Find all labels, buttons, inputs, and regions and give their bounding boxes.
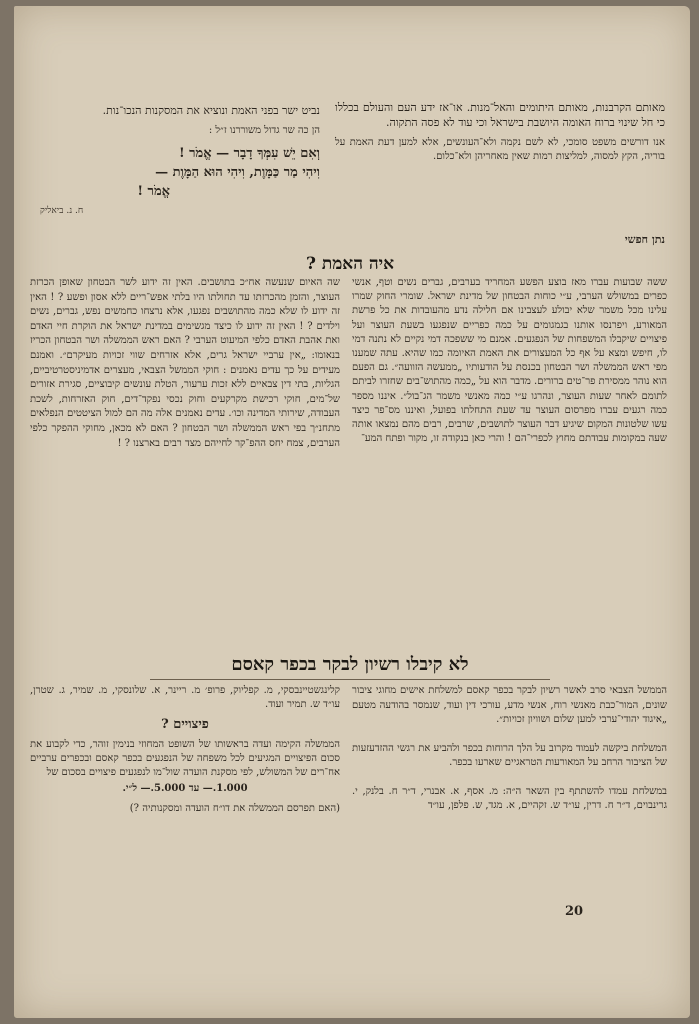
poem-line: אֱמֹר ! [137,183,170,199]
article1-left-column: שה האיום שנעשה אח״כ בתושבים. האין זה ידוע לשר הבטחון שאופן הכרזת העוצר, והזמן מהכרזתו עד תחולתו היו בלתי אפש־ריים ללא אסון ופשע ? ! האין זה ידוע לו שלא כמה מהתושבים נפגעו, אלא נרצחו כחמשים נפש, גברים, נשים וילדים ? ! האין זה ידוע לו כיצד מגשימים במדינת ישראל את הוקרת חיי האדם ואת אהבת האדם כלפי המיעוט הערבי ? האם ראש הממשלה ושר הבטחון הכריז בנאומו: „אין ערביי ישראל גרים, אלא אזרחים שווי זכויות מעיקרם״. ואמנם מעידים על כך עדים נאמנים : חוקי הממשל הצבאי, מעצרים אדמיניסטרטיביים, הגליות, בתי דין צבאיים ללא זכות ערעור, הטלת עונשים קיבוציים, סגירת אזורים של־מים, חוקי רכישת מקרקעים וחוק נכסי נפקד־דים, חוק האזרחות, לשכת העבודה, שירותי המדינה וכו׳. עדים נאמנים אלה מה הם למול הציטטים הנפלאים מתחנ״ך בפי ראש הממשלה ושר הבטחון ? האם לא מכאן, מחוקי ההפקר כלפי הערבים, צמח יחס ההפ־קר לחייהם מצד רבים בארצנו ? ! [30,277,340,449]
poem-credit: ח. נ. ביאליק [40,206,84,216]
article2-left-column [30,684,340,823]
article1-right-column: ששה שבועות עברו מאז בוצע הפשע המחריד בערבים, גברים נשים וטף, אנשי כפרים במשולש הערבי, ע״י כוחות הבטחון של מדינת ישראל. שומרי החוק שמרו עלינו מכל משמר שלא יבולע לעצבינו אם חלילה נדע מהעובדות את כל פרשת המאורע, ויפרנסו אותנו בגמגומים על כמה כפריים שנפגעו בשעת העוצר ועל פיצויים שיקבלו המשפחות של הנפגעים. אמנם מי ששפכה דמי נקיים לא נתנה דמי לו, חיפש ומצא על אף כל המעצורים את האמת האיומה כמו שהיא. עתה שמענו מפי ראש הממשלה ושר הבטחון בכנסת על הודעותיו „ממעשה הזוועה״. גם הפעם הוא נוהר ממסירת פר־טים ברורים. מדבר הוא על „כמה מהתוש־בים שחזרו לביתם לתומם לאחר שעות העוצר, ונהרגו ע״י כמה מאנשי משמר הג־בול״. איננו מספר כמה רגעים עברו מפרסום העוצר עד שעת התחלתו בפועל, ואיננו מס־פר כיצד עשו שלטונות המקום שיגיע דבר העוצר לתושבים, שרבים, רבים מהם נמצאו אותה שעה במקומות עבודתם מחוץ לכפרי־הם ! והרי כאן בנקודה זו, מקור ופתח המע־ [352,277,667,445]
compensation-paragraph: הממשלה הקימה ועדה בראשותו של השופט המחוזי בנימין זוהר, כדי לקבוע את סכום הפיצויים המגיעים לכל משפחה של הנפגעים בכפר קאסם ובכפרים ערביים אח־רים של המשולש, לפי מסקנת הועדה שול־מו לנפגעים פיצויים בסכום של [30,738,340,779]
quote-intro: הן כה שר גדול משוררנו ז״ל : [208,125,320,136]
article1-title: איה האמת ? [305,254,395,274]
participants-continued: קלינגשטיינבסקי, מ. קפליוק, פרופ׳ מ. ריינר, א. שלונסקי, מ. שמיר, ג. שטרן, עו״ד ש. תמיר ועוד. [30,685,340,711]
article2-right-column [352,684,667,820]
author-signature: נתן חפשי [624,233,665,246]
top-right-paragraph: מאותם הקרבנות, מאותם היתומים והאל־מנות. או־אז ידע העם והעולם בכללו כי חל שינוי ברוח האומה היושבת בישראל וכי עוד לא פסה התקוה. [335,101,665,129]
poem-line: וִיהִי מַר כַּמָּוֶת, וִיהִי הוּא הַמָּוֶת — [155,164,320,180]
compensation-note: (האם תפרסם הממשלה את דו״ח הועדה ומסקנותיה ?) [129,803,340,815]
compensation-subheading: פיצויים ? [161,717,209,733]
top-right-paragraph: אנו דורשים משפט סומכי, לא לשם נקמה ולא־העונשים, אלא למען דעת האמת על בוריה, הקץ למסוה, למליצות רמות שאין מאחריהן ולא־כלום. [335,137,665,162]
compensation-amount: 1.000.— עד 5.000.— ל״י. [122,783,248,795]
title-rule [150,679,550,680]
article2-paragraph: הממשל הצבאי סרב לאשר רשיון לבקר בכפר קאסם למשלחת אישים מחוגי ציבור שונים, המור־כבת מאנשי רוח, אנשי מדע, עורכי דין ועוד, שנמסר בהודעה מטעם „איגוד יהודי־ערבי למען שלום ושוויון זכויות״. [352,685,667,725]
page-number: 20 [565,904,584,919]
article2-title: לא קיבלו רשיון לבקר בכפר קאסם [231,654,469,675]
poem [30,144,320,201]
top-right-column [335,100,665,169]
poem-line: וְאִם יֵשׁ עִמְּךָ דָבָר — אֱמֹר ! [178,145,320,161]
article2-paragraph: המשלחת ביקשה לעמוד מקרוב על הלך הרוחות בכפר ולהביע את רגשי ההזדעזעות של הציבור הרחב על המאורעות הטראגיים שארעו בכפר. [352,742,667,768]
top-left-column [30,103,320,201]
top-left-intro: נביט ישר בפני האמת ונוציא את המסקנות הנכו־נות. [102,104,320,117]
article2-paragraph: במשלחת עמדו להשתתף בין השאר ה״ה: מ. אסף, א. אבנרי, ד״ר ח. בלנק, י. גרינבוים, ד״ר ח. דרין, עו״ד ש. זקהיים, א. מגד, ש. פלפן, עו״ד [352,785,667,811]
